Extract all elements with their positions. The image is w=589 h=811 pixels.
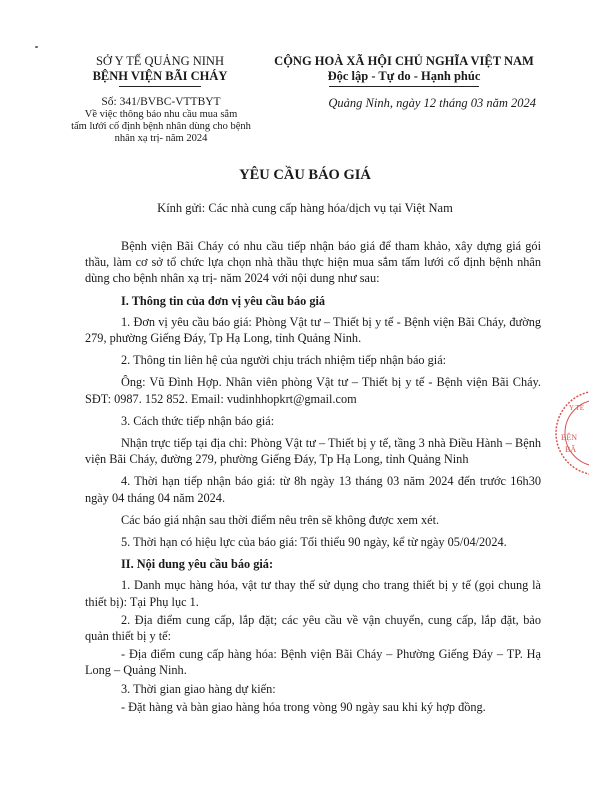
section-2-item-2-detail: - Địa điểm cung cấp hàng hóa: Bệnh viện Bãi Cháy – Phường Giếng Đáy – TP. Hạ Long – Quảng Ninh. <box>85 647 541 678</box>
section-2-item-3: 3. Thời gian giao hàng dự kiến: <box>121 681 276 696</box>
section-1-item-5: 5. Thời hạn có hiệu lực của báo giá: Tối thiểu 90 ngày, kể từ ngày 05/04/2024. <box>121 535 507 550</box>
motto-underline <box>329 86 479 87</box>
national-motto <box>262 54 546 87</box>
section-2-item-3-detail: - Đặt hàng và bàn giao hàng hóa trong vòng 90 ngày sau khi ký hợp đồng. <box>121 699 486 714</box>
subject-line-1: Về việc thông báo nhu cầu mua sắm <box>84 109 238 120</box>
org-underline <box>119 86 201 87</box>
stamp-outer-ring <box>556 391 589 475</box>
nation-name: CỘNG HOÀ XÃ HỘI CHỦ NGHĨA VIỆT NAM <box>274 54 534 68</box>
section-2-item-1: 1. Danh mục hàng hóa, vật tư thay thế sử dụng cho trang thiết bị y tế (gọi chung là thiết bị): Tại Phụ lục 1. <box>85 578 541 609</box>
section-1-item-2-detail: Ông: Vũ Đình Hợp. Nhân viên phòng Vật tư – Thiết bị y tế - Bệnh viện Bãi Cháy. SĐT: 0987. 152 852. Email: vudinhhopkrt@gmail.com <box>85 375 541 406</box>
stamp-text-mid: BỆN <box>561 433 577 442</box>
org-name: BỆNH VIỆN BÃI CHÁY <box>92 69 228 83</box>
section-1-item-1: 1. Đơn vị yêu cầu báo giá: Phòng Vật tư – Thiết bị y tế - Bệnh viện Bãi Cháy, đường 279, phường Giếng Đáy, Tp Hạ Long, tỉnh Quảng Ninh. <box>85 314 541 346</box>
motto: Độc lập - Tự do - Hạnh phúc <box>327 69 481 83</box>
document-title: YÊU CẦU BÁO GIÁ <box>239 167 371 183</box>
intro-paragraph: Bệnh viện Bãi Cháy có nhu cầu tiếp nhận báo giá để tham khảo, xây dựng giá gói thầu, làm cơ sở tổ chức lựa chọn nhà thầu thực hiện mua sắm tấm lưới cố định bệnh nhân dùng cho bệnh nhân xạ trị- năm 2024 với nội dung như sau: <box>85 239 541 286</box>
document-number: Số: 341/BVBC-VTTBYT <box>101 96 221 108</box>
org-parent: SỞ Y TẾ QUẢNG NINH <box>95 54 224 68</box>
document-number-block <box>65 96 257 145</box>
section-1-item-4: 4. Thời hạn tiếp nhận báo giá: từ 8h ngày 13 tháng 03 năm 2024 đến trước 16h30 ngày 04 tháng 04 năm 2024. <box>85 474 541 505</box>
issuing-organization <box>70 54 250 87</box>
section-1-item-3-detail: Nhận trực tiếp tại địa chỉ: Phòng Vật tư – Thiết bị y tế, tầng 3 nhà Điều Hành – Bệnh viện Bãi Cháy, đường 279, phường Giếng Đáy, Tp Hạ Long, tỉnh Quảng Ninh <box>85 436 541 467</box>
stamp-inner-ring <box>565 400 589 466</box>
section-1-item-2: 2. Thông tin liên hệ của người chịu trách nhiệm tiếp nhận báo giá: <box>121 353 447 368</box>
section-2-heading: II. Nội dung yêu cầu báo giá: <box>121 557 274 572</box>
red-seal-stamp <box>553 388 589 478</box>
section-1-item-3: 3. Cách thức tiếp nhận báo giá: <box>121 413 275 428</box>
section-2-item-2: 2. Địa điểm cung cấp, lắp đặt; các yêu cầu về vận chuyển, cung cấp, lắp đặt, bảo quản thiết bị y tế: <box>85 612 541 644</box>
subject-line-3: nhân xạ trị- năm 2024 <box>114 133 208 144</box>
stamp-text-bot: BÃ <box>565 445 577 454</box>
document-body <box>85 238 541 717</box>
stamp-text-top: Y TẾ <box>569 404 584 412</box>
recipient-line: Kính gửi: Các nhà cung cấp hàng hóa/dịch vụ tại Việt Nam <box>157 201 453 215</box>
place-and-date: Quảng Ninh, ngày 12 tháng 03 năm 2024 <box>328 96 536 110</box>
section-1-heading: I. Thông tin của đơn vị yêu cầu báo giá <box>121 293 326 308</box>
scan-speck <box>35 46 38 48</box>
subject-line-2: tấm lưới cố định bệnh nhân dùng cho bệnh <box>71 121 251 132</box>
section-1-item-4-note: Các báo giá nhận sau thời điểm nêu trên sẽ không được xem xét. <box>121 512 440 527</box>
